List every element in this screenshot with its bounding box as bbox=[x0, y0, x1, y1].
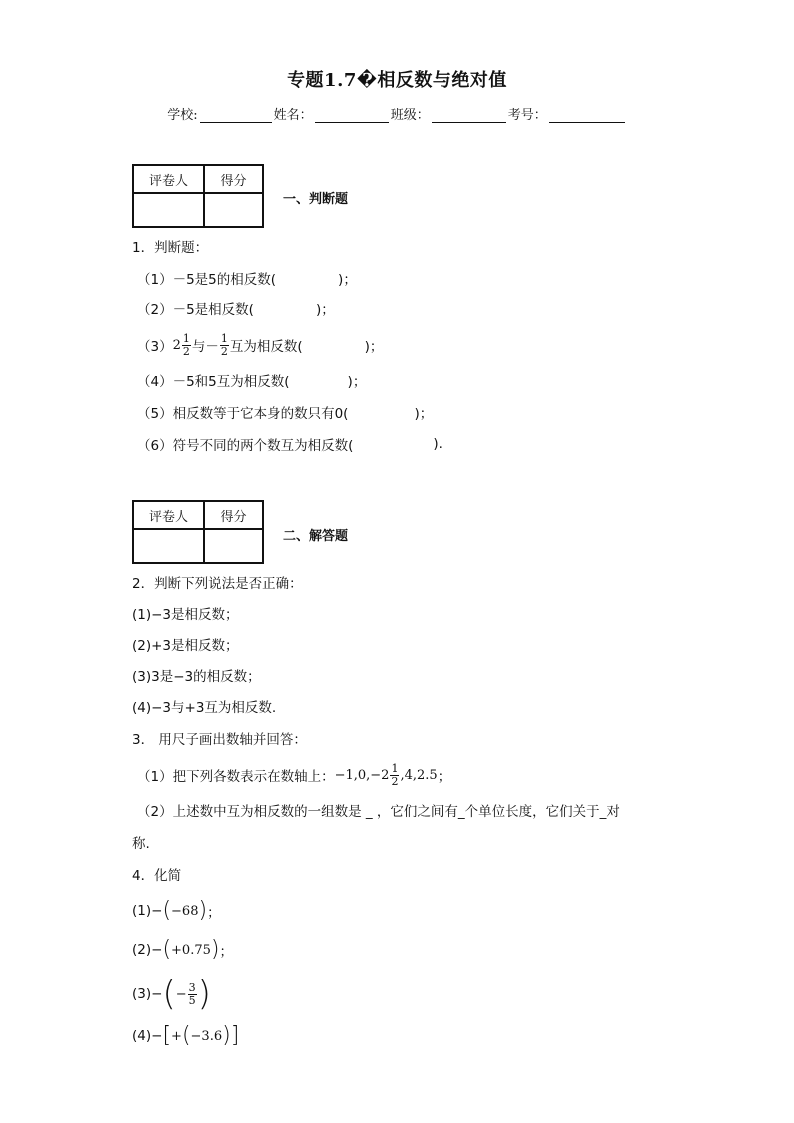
score-cell[interactable] bbox=[205, 194, 262, 226]
section-heading-2: 二、解答题 bbox=[283, 529, 349, 544]
item-number: （6） bbox=[137, 438, 173, 454]
item-end: ). bbox=[433, 436, 443, 452]
score-table-2 bbox=[132, 500, 264, 564]
grader-cell[interactable] bbox=[134, 530, 205, 562]
question-2-item-2: (2)+3是相反数； bbox=[132, 638, 239, 654]
question-1-item-1 bbox=[137, 266, 357, 290]
item-text: 与－ bbox=[191, 339, 219, 355]
score-header: 得分 bbox=[205, 502, 262, 530]
school-blank[interactable] bbox=[200, 107, 272, 123]
question-3-part-2-cont: 称. bbox=[132, 836, 150, 852]
question-1-item-4 bbox=[137, 368, 366, 392]
item-text: 互为相反数( bbox=[229, 339, 303, 355]
item-number: （3） bbox=[137, 339, 173, 355]
question-2-stem: 2．判断下列说法是否正确： bbox=[132, 576, 303, 592]
score-header: 得分 bbox=[205, 166, 262, 194]
question-3-stem: 3． 用尺子画出数轴并回答： bbox=[132, 732, 307, 748]
item-end: )； bbox=[347, 374, 367, 390]
grader-cell[interactable] bbox=[134, 194, 205, 226]
fraction bbox=[182, 333, 191, 358]
item-end: ； bbox=[207, 905, 221, 921]
question-3-part-2: （2）上述数中互为相反数的一组数是 _ ，它们之间有_个单位长度，它们关于_对 bbox=[137, 804, 620, 820]
item-end: ； bbox=[219, 944, 233, 960]
fraction bbox=[220, 333, 229, 358]
school-label: 学校: bbox=[167, 108, 198, 123]
question-4-item-2 bbox=[132, 936, 233, 964]
denominator: 5 bbox=[188, 993, 196, 1007]
class-blank[interactable] bbox=[432, 107, 506, 123]
item-text: 相反数等于它本身的数只有0( bbox=[172, 406, 349, 422]
item-text: 符号不同的两个数互为相反数( bbox=[172, 438, 354, 454]
sign: − bbox=[175, 986, 187, 1002]
student-info-row bbox=[0, 103, 794, 123]
item-end: )； bbox=[364, 339, 384, 355]
question-4-stem: 4．化简 bbox=[132, 868, 182, 884]
right-paren: ) bbox=[222, 1023, 231, 1048]
question-1-item-6 bbox=[137, 432, 443, 456]
left-paren: ( bbox=[181, 1023, 191, 1048]
numerator: 1 bbox=[391, 761, 399, 775]
inner-value: −68 bbox=[171, 903, 199, 919]
left-paren: ( bbox=[162, 974, 176, 1014]
item-end: )； bbox=[338, 272, 357, 288]
question-4-item-4 bbox=[132, 1021, 239, 1051]
item-number: （1） bbox=[137, 272, 173, 288]
right-paren: ) bbox=[198, 898, 208, 923]
item-prefix: (1)− bbox=[132, 903, 163, 919]
item-text: －5是5的相反数( bbox=[172, 272, 277, 288]
item-end: )； bbox=[315, 302, 335, 318]
right-bracket: ] bbox=[230, 1023, 240, 1048]
grader-header: 评卷人 bbox=[134, 502, 205, 530]
question-2-item-3: (3)3是−3的相反数； bbox=[132, 669, 261, 685]
page-title: 专题1.7�相反数与绝对值 bbox=[287, 70, 507, 91]
denominator: 2 bbox=[220, 344, 228, 358]
question-1-item-5 bbox=[137, 400, 433, 424]
question-4-item-1 bbox=[132, 897, 221, 925]
question-1-item-2 bbox=[137, 296, 335, 320]
inner-value: +0.75 bbox=[171, 942, 211, 958]
grader-header: 评卷人 bbox=[134, 166, 205, 194]
numerator: 1 bbox=[182, 331, 190, 345]
name-label: 姓名： bbox=[273, 108, 313, 123]
exam-number-label: 考号： bbox=[507, 108, 547, 123]
left-paren: ( bbox=[162, 898, 172, 923]
item-number: （4） bbox=[137, 374, 173, 390]
question-3-part-1 bbox=[137, 758, 451, 792]
denominator: 2 bbox=[391, 774, 399, 788]
denominator: 2 bbox=[182, 344, 190, 358]
item-end: )； bbox=[414, 406, 434, 422]
part-text: （1）把下列各数表示在数轴上： bbox=[137, 769, 335, 785]
item-prefix: (3)− bbox=[132, 986, 163, 1002]
score-table-1 bbox=[132, 164, 264, 228]
item-number: （2） bbox=[137, 302, 173, 318]
question-2-item-4: (4)−3与+3互为相反数. bbox=[132, 700, 277, 716]
question-1-item-3 bbox=[137, 328, 383, 362]
numerator: 1 bbox=[220, 331, 228, 345]
mixed-whole: 2 bbox=[172, 337, 181, 353]
right-paren: ) bbox=[210, 937, 220, 962]
right-paren: ) bbox=[197, 974, 211, 1014]
sign: + bbox=[171, 1028, 182, 1044]
item-text: －5是相反数( bbox=[172, 302, 254, 318]
number-list: ,4,2.5 bbox=[400, 767, 438, 783]
item-text: －5和5互为相反数( bbox=[172, 374, 290, 390]
numerator: 3 bbox=[188, 980, 196, 994]
name-blank[interactable] bbox=[315, 107, 389, 123]
question-2-item-1: (1)−3是相反数； bbox=[132, 607, 239, 623]
number-list: −1,0,−2 bbox=[334, 767, 390, 783]
inner-value: −3.6 bbox=[190, 1028, 223, 1044]
item-number: （5） bbox=[137, 406, 173, 422]
item-prefix: (4)− bbox=[132, 1028, 163, 1044]
section-heading-1: 一、判断题 bbox=[283, 192, 349, 207]
item-prefix: (2)− bbox=[132, 942, 163, 958]
class-label: 班级： bbox=[390, 108, 430, 123]
score-cell[interactable] bbox=[205, 530, 262, 562]
fraction bbox=[188, 982, 197, 1007]
left-bracket: [ bbox=[162, 1023, 172, 1048]
exam-number-blank[interactable] bbox=[549, 107, 625, 123]
fraction bbox=[390, 763, 399, 788]
left-paren: ( bbox=[162, 937, 172, 962]
question-1-stem: 1．判断题： bbox=[132, 240, 209, 256]
question-4-item-3 bbox=[132, 974, 211, 1014]
part-end: ； bbox=[437, 769, 452, 785]
